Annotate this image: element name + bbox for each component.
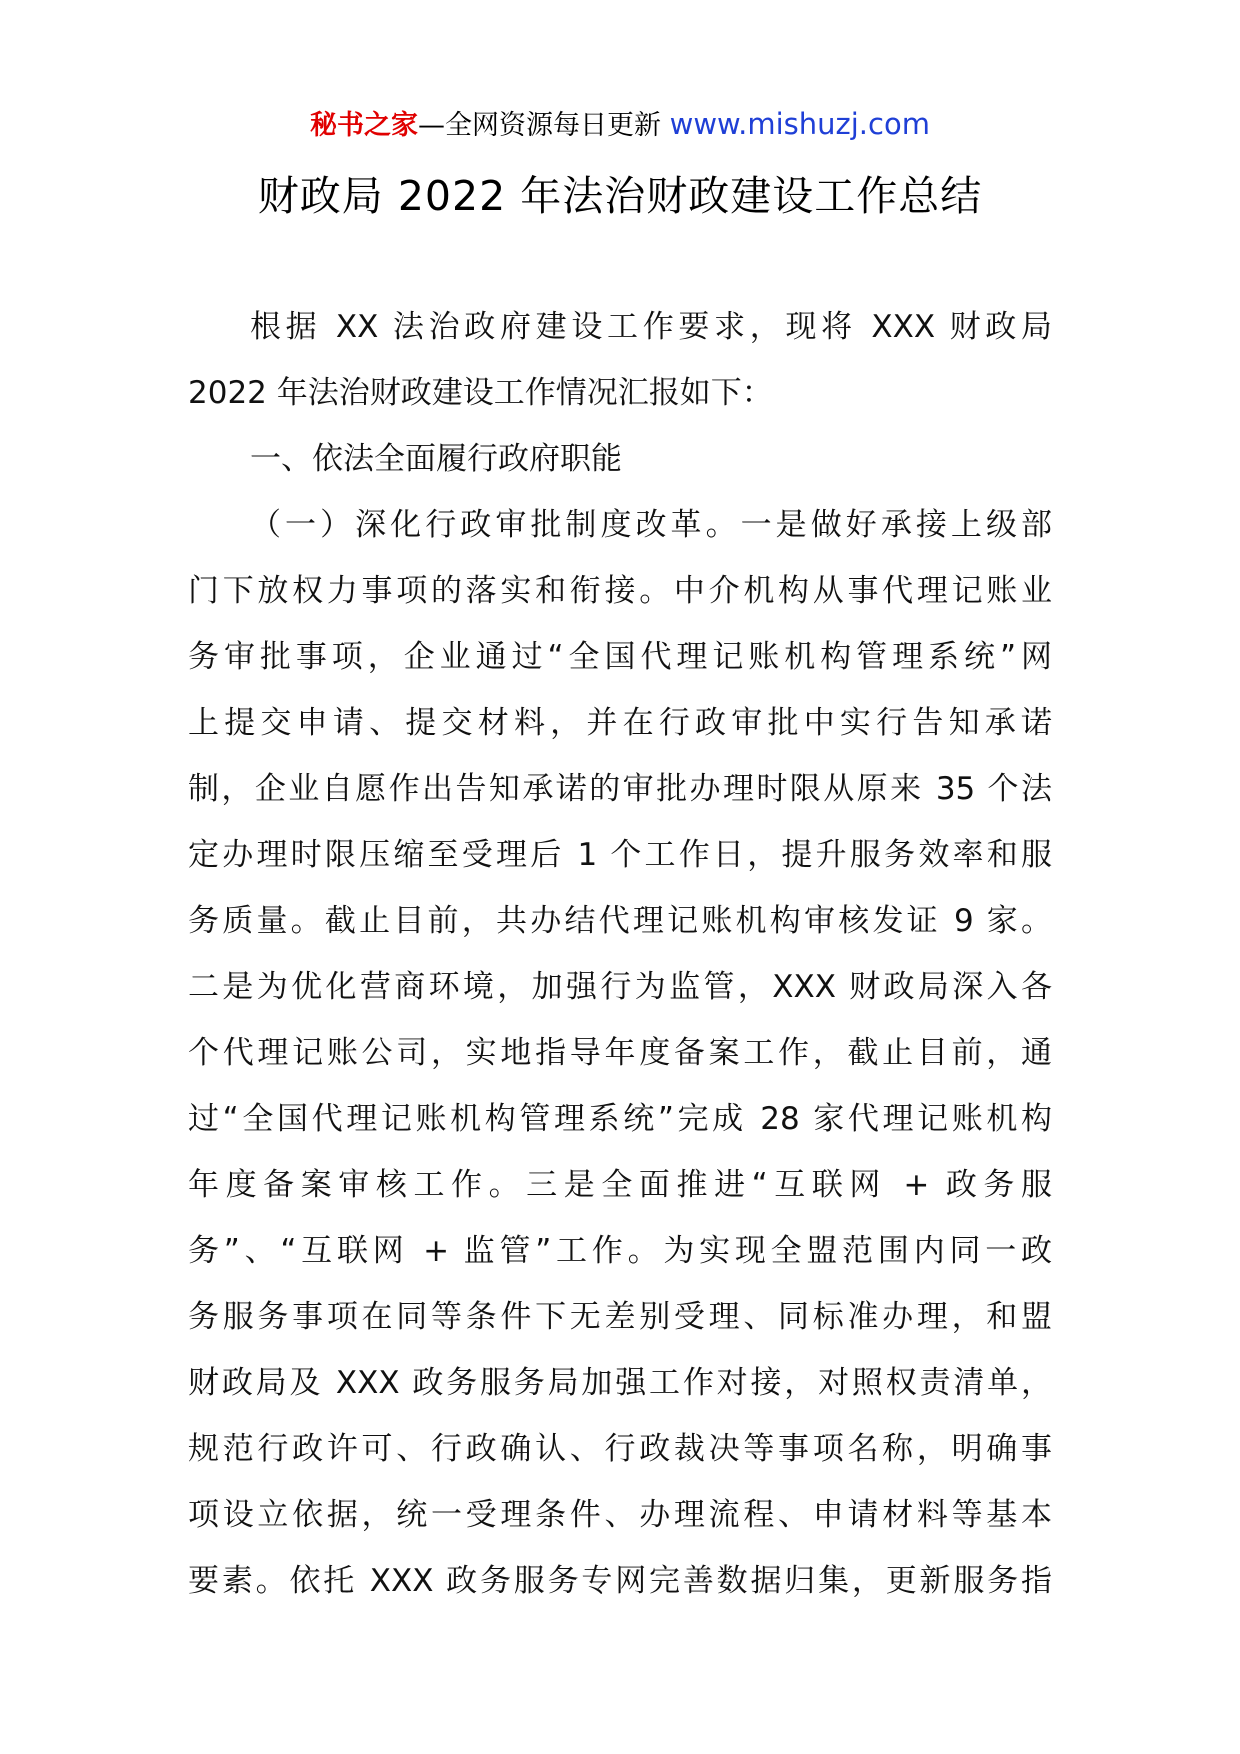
site-header [0, 104, 1240, 146]
paragraph-line: 财政局及 XXX 政务服务局加强工作对接，对照权责清单， [188, 1365, 1052, 1401]
section-heading: 一、依法全面履行政府职能 [250, 441, 622, 477]
intro-line-2: 2022 年法治财政建设工作情况汇报如下： [188, 375, 773, 411]
paragraph-line: 门下放权力事项的落实和衔接。中介机构从事代理记账业 [188, 573, 1052, 609]
paragraph-line: 二是为优化营商环境，加强行为监管，XXX 财政局深入各 [188, 969, 1052, 1005]
paragraph-line: 年度备案审核工作。三是全面推进“互联网 + 政务服 [188, 1167, 1052, 1203]
document-title: 财政局 2022 年法治财政建设工作总结 [257, 172, 983, 220]
brand-name: 秘书之家 [310, 110, 419, 141]
paragraph-line: 要素。依托 XXX 政务服务专网完善数据归集，更新服务指 [188, 1563, 1052, 1599]
paragraph-line: 过“全国代理记账机构管理系统”完成 28 家代理记账机构 [188, 1101, 1052, 1137]
paragraph-line: 规范行政许可、行政确认、行政裁决等事项名称，明确事 [188, 1431, 1052, 1467]
paragraph-line: 个代理记账公司，实地指导年度备案工作，截止目前，通 [188, 1035, 1052, 1071]
paragraph-line: 务质量。截止目前，共办结代理记账机构审核发证 9 家。 [188, 903, 1052, 939]
document-body [188, 294, 1052, 1614]
header-tagline: —全网资源每日更新 [418, 110, 670, 141]
paragraph-line: 上提交申请、提交材料，并在行政审批中实行告知承诺 [188, 705, 1052, 741]
site-url-link[interactable]: www.mishuzj.com [669, 107, 930, 141]
paragraph-line: 项设立依据，统一受理条件、办理流程、申请材料等基本 [188, 1497, 1052, 1533]
paragraph-line: 务”、“互联网 + 监管”工作。为实现全盟范围内同一政 [188, 1233, 1052, 1269]
intro-line-1: 根据 XX 法治政府建设工作要求，现将 XXX 财政局 [250, 309, 1052, 345]
paragraph-line: 制，企业自愿作出告知承诺的审批办理时限从原来 35 个法 [188, 771, 1052, 807]
paragraph-line: 务审批事项，企业通过“全国代理记账机构管理系统”网 [188, 639, 1052, 675]
paragraph-line: 定办理时限压缩至受理后 1 个工作日，提升服务效率和服 [188, 837, 1052, 873]
paragraph-line: 务服务事项在同等条件下无差别受理、同标准办理，和盟 [188, 1299, 1052, 1335]
paragraph-line: （一）深化行政审批制度改革。一是做好承接上级部 [250, 507, 1052, 543]
